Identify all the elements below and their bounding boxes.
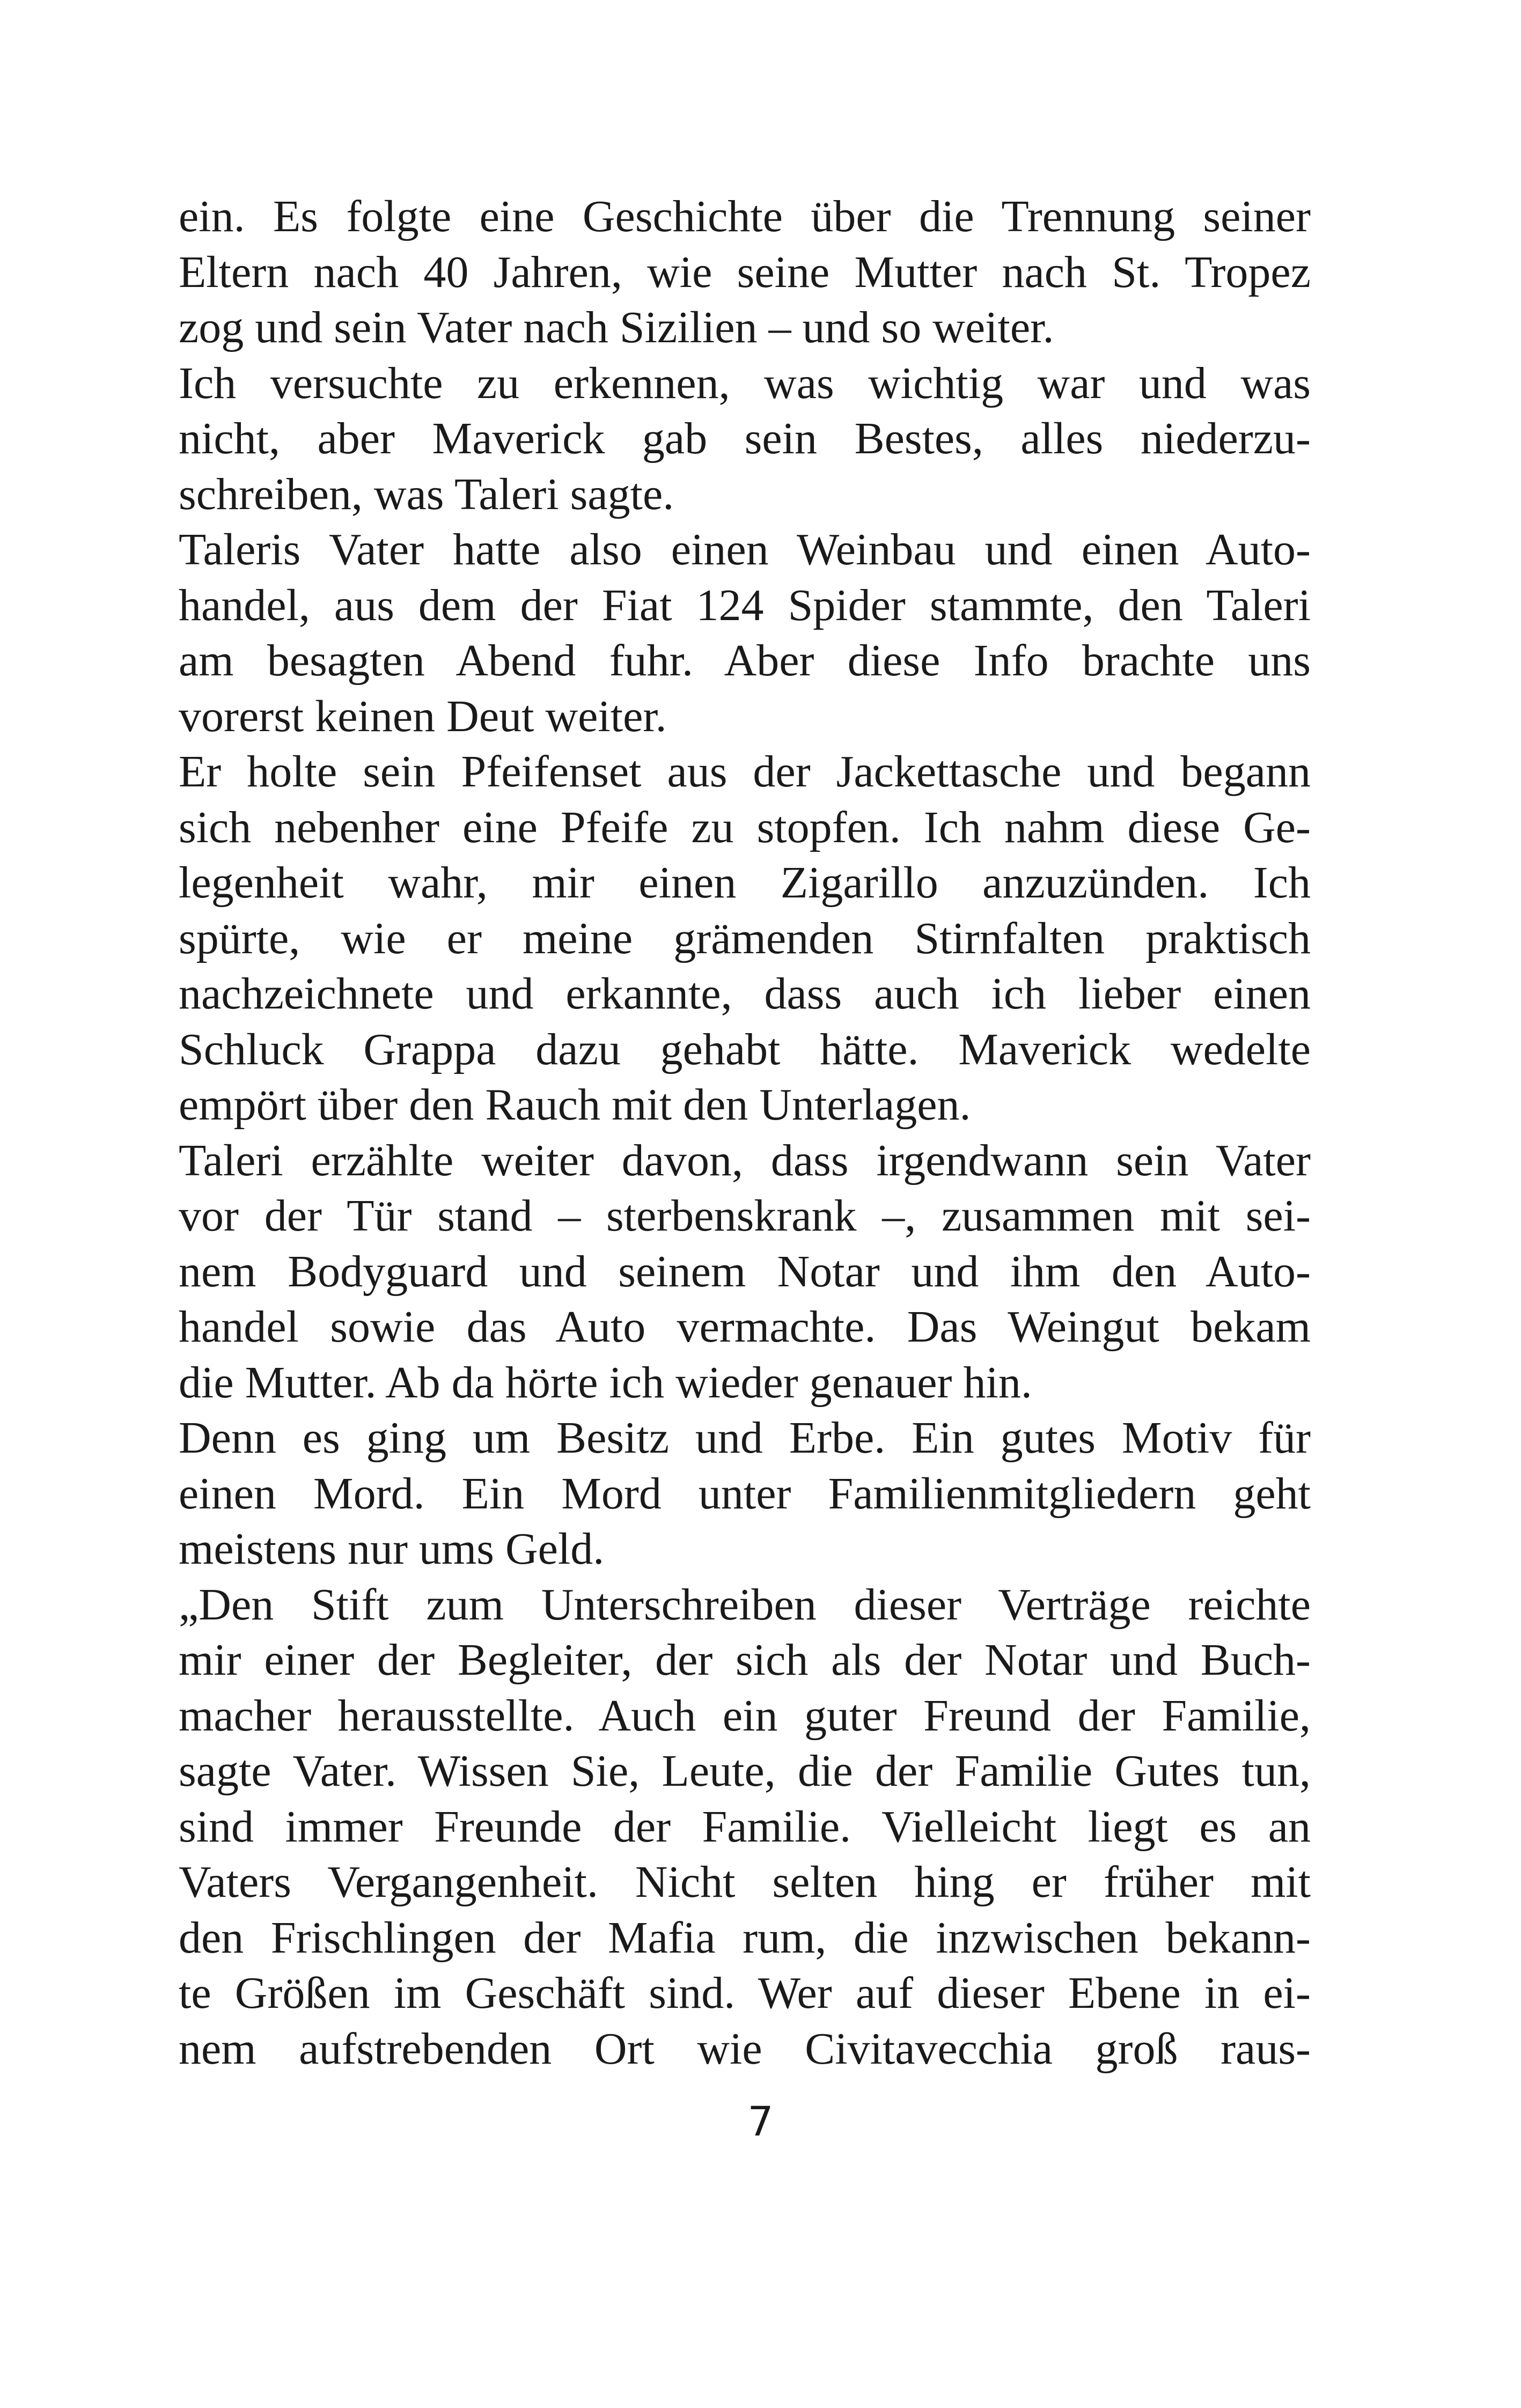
text-line: Denn es ging um Besitz und Erbe. Ein gutes Motiv für — [179, 1413, 1311, 1463]
text-line: mir einer der Begleiter, der sich als der Notar und Buch- — [179, 1635, 1311, 1685]
text-line: macher herausstellte. Auch ein guter Freund der Familie, — [179, 1690, 1311, 1741]
text-line: meistens nur ums Geld. — [179, 1524, 605, 1574]
text-line: Taleri erzählte weiter davon, dass irgendwann sein Vater — [179, 1135, 1311, 1185]
text-line: vorerst keinen Deut weiter. — [179, 691, 667, 741]
text-line: Schluck Grappa dazu gehabt hätte. Maverick wedelte — [179, 1024, 1311, 1074]
text-line: spürte, wie er meine grämenden Stirnfalten praktisch — [179, 913, 1311, 963]
text-line: nem aufstrebenden Ort wie Civitavecchia groß raus- — [179, 2023, 1311, 2074]
text-line: te Größen im Geschäft sind. Wer auf dieser Ebene in ei- — [179, 1968, 1311, 2018]
text-line: nachzeichnete und erkannte, dass auch ich lieber einen — [179, 969, 1311, 1019]
text-line: ein. Es folgte eine Geschichte über die Trennung seiner — [179, 192, 1311, 241]
text-line: schreiben, was Taleri sagte. — [179, 469, 674, 519]
body-text — [179, 189, 1311, 2076]
page-number: 7 — [747, 2097, 774, 2145]
text-line: „Den Stift zum Unterschreiben dieser Verträge reichte — [179, 1579, 1311, 1630]
text-line: sind immer Freunde der Familie. Vielleicht liegt es an — [179, 1801, 1311, 1852]
text-line: Eltern nach 40 Jahren, wie seine Mutter nach St. Tropez — [179, 247, 1311, 297]
text-line: zog und sein Vater nach Sizilien – und so weiter. — [179, 303, 1054, 352]
text-line: empört über den Rauch mit den Unterlagen. — [179, 1080, 971, 1130]
text-line: Taleris Vater hatte also einen Weinbau und einen Auto- — [179, 525, 1311, 575]
text-line: die Mutter. Ab da hörte ich wieder genauer hin. — [179, 1357, 1032, 1408]
text-line: sagte Vater. Wissen Sie, Leute, die der Familie Gutes tun, — [179, 1746, 1311, 1796]
text-line: handel sowie das Auto vermachte. Das Weingut bekam — [179, 1302, 1311, 1352]
text-line: handel, aus dem der Fiat 124 Spider stammte, den Taleri — [179, 580, 1311, 630]
text-line: vor der Tür stand – sterbenskrank –, zusammen mit sei- — [179, 1191, 1311, 1241]
text-line: Ich versuchte zu erkennen, was wichtig war und was — [179, 358, 1311, 408]
text-line: den Frischlingen der Mafia rum, die inzwischen bekann- — [179, 1912, 1311, 1963]
text-line: nicht, aber Maverick gab sein Bestes, alles niederzu- — [179, 414, 1311, 463]
text-line: einen Mord. Ein Mord unter Familienmitgliedern geht — [179, 1468, 1311, 1519]
text-line: Vaters Vergangenheit. Nicht selten hing er früher mit — [179, 1857, 1311, 1907]
text-line: sich nebenher eine Pfeife zu stopfen. Ich nahm diese Ge- — [179, 802, 1311, 852]
text-line: am besagten Abend fuhr. Aber diese Info brachte uns — [179, 636, 1311, 686]
text-line: legenheit wahr, mir einen Zigarillo anzuzünden. Ich — [179, 858, 1311, 908]
text-line: Er holte sein Pfeifenset aus der Jackettasche und begann — [179, 747, 1311, 797]
text-line: nem Bodyguard und seinem Notar und ihm den Auto- — [179, 1246, 1311, 1297]
